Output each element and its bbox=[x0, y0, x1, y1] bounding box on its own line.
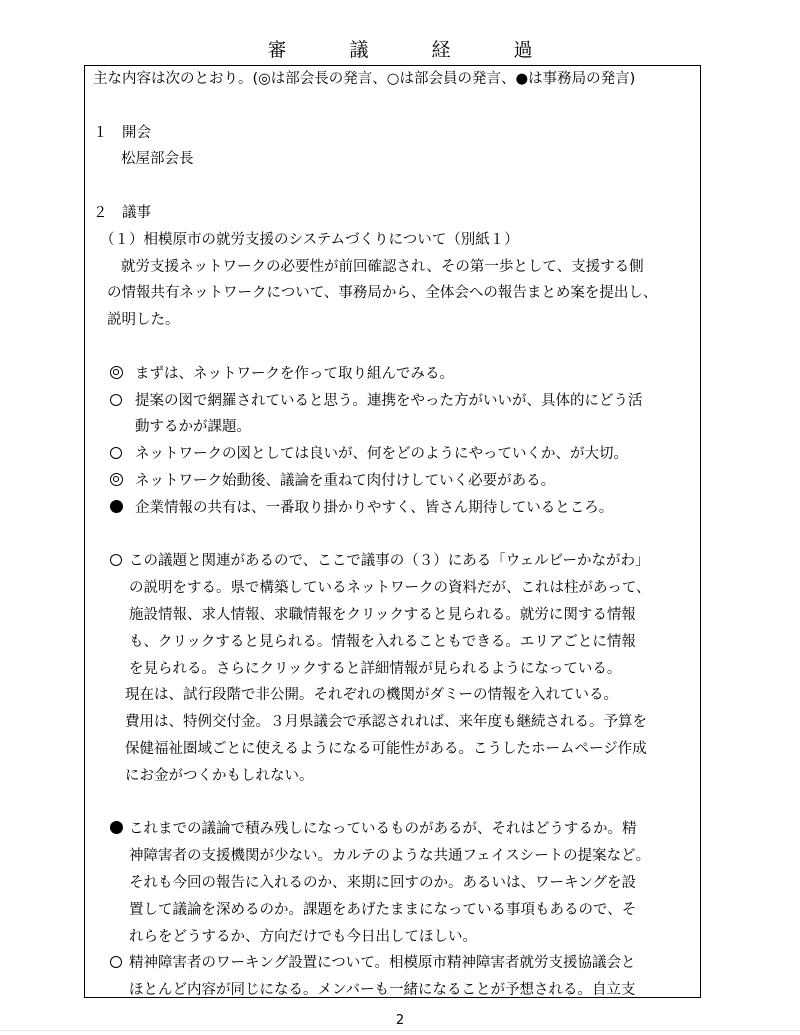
line-text: の情報共有ネットワークについて、事務局から、全体会への報告まとめ案を提出し、 bbox=[107, 285, 658, 302]
remark-line bbox=[93, 495, 693, 522]
blank-line bbox=[93, 790, 693, 817]
line-text: も、クリックすると見られる。情報を入れることもできる。エリアごとに情報 bbox=[129, 633, 636, 650]
line-text: 施設情報、求人情報、求職情報をクリックすると見られる。就労に関する情報 bbox=[129, 606, 636, 623]
chair-remark-icon bbox=[107, 468, 125, 495]
text-line bbox=[93, 682, 693, 709]
chair-remark-icon bbox=[107, 361, 125, 388]
text-line bbox=[93, 924, 693, 951]
text-line bbox=[93, 120, 693, 147]
line-text: この議題と関連があるので、ここで議事の（３）にある「ウェルビーかながわ」 bbox=[129, 553, 650, 570]
remark-line bbox=[93, 468, 693, 495]
text-line bbox=[93, 254, 693, 281]
secretariat-remark-icon bbox=[107, 816, 125, 843]
line-text: 精神障害者のワーキング設置について。相模原市精神障害者就労支援協議会と bbox=[129, 955, 636, 972]
text-line bbox=[93, 575, 693, 602]
line-text: 保健福祉圏域ごとに使えるようになる可能性がある。こうしたホームページ作成 bbox=[125, 740, 647, 757]
text-line bbox=[93, 763, 693, 790]
text-line bbox=[93, 307, 693, 334]
line-text: 企業情報の共有は、一番取り掛かりやすく、皆さん期待しているところ。 bbox=[135, 499, 614, 516]
blank-line bbox=[93, 522, 693, 549]
line-text: 神障害者の支援機関が少ない。カルテのような共通フェイスシートの提案など。 bbox=[129, 848, 651, 865]
text-line bbox=[93, 736, 693, 763]
line-text: まずは、ネットワークを作って取り組んでみる。 bbox=[135, 365, 454, 382]
text-line bbox=[93, 414, 693, 441]
line-text: 現在は、試行段階で非公開。それぞれの機関がダミーの情報を入れている。 bbox=[125, 687, 618, 704]
line-text: 動するかが課題。 bbox=[135, 419, 251, 436]
text-line bbox=[93, 897, 693, 924]
footer-divider bbox=[0, 1030, 800, 1031]
line-text: ほとんど内容が同じになる。メンバーも一緒になることが予想される。自立支 bbox=[129, 982, 636, 998]
remark-line bbox=[93, 548, 693, 575]
line-text: （１）相模原市の就労支援のシステムづくりについて（別紙１） bbox=[100, 231, 519, 248]
line-text: 説明した。 bbox=[107, 312, 180, 329]
minutes-body bbox=[93, 66, 693, 998]
line-text: 主な内容は次のとおり。(◎は部会長の発言、○は部会員の発言、●は事務局の発言) bbox=[93, 71, 636, 87]
remark-line bbox=[93, 950, 693, 977]
text-line bbox=[93, 977, 693, 998]
text-line bbox=[93, 280, 693, 307]
text-line bbox=[93, 200, 693, 227]
remark-line bbox=[93, 441, 693, 468]
text-line bbox=[93, 66, 693, 93]
text-line bbox=[93, 709, 693, 736]
text-line bbox=[93, 227, 693, 254]
line-text: 提案の図で網羅されていると思う。連携をやった方がいいが、具体的にどう活 bbox=[135, 392, 643, 409]
line-text: １ 開会 bbox=[93, 124, 151, 141]
text-line bbox=[93, 146, 693, 173]
line-text: の説明をする。県で構築しているネットワークの資料だが、これは柱があって、 bbox=[129, 580, 651, 597]
line-text: ネットワーク始動後、議論を重ねて肉付けしていく必要がある。 bbox=[135, 472, 556, 489]
line-text: れらをどうするか、方向だけでも今日出してほしい。 bbox=[129, 928, 477, 945]
blank-line bbox=[93, 334, 693, 361]
line-text: それも今回の報告に入れるのか、来期に回すのか。あるいは、ワーキングを設 bbox=[129, 874, 637, 891]
line-text: 置して議論を深めるのか。課題をあげたままになっている事項もあるので、そ bbox=[129, 901, 637, 918]
blank-line bbox=[93, 93, 693, 120]
member-remark-icon bbox=[107, 441, 125, 468]
line-text: 松屋部会長 bbox=[121, 151, 194, 168]
page-title: 審 議 経 過 bbox=[267, 39, 555, 61]
member-remark-icon bbox=[107, 950, 125, 977]
text-line bbox=[93, 870, 693, 897]
remark-line bbox=[93, 388, 693, 415]
line-text: これまでの議論で積み残しになっているものがあるが、それはどうするか。精 bbox=[129, 821, 637, 838]
line-text: 費用は、特例交付金。３月県議会で承認されれば、来年度も継続される。予算を bbox=[125, 714, 647, 731]
line-text: ２ 議事 bbox=[93, 204, 151, 221]
page-number: 2 bbox=[395, 1013, 405, 1028]
member-remark-icon bbox=[107, 548, 125, 575]
line-text: を見られる。さらにクリックすると詳細情報が見られるようになっている。 bbox=[129, 660, 622, 677]
text-line bbox=[93, 843, 693, 870]
text-line bbox=[93, 656, 693, 683]
line-text: ネットワークの図としては良いが、何をどのようにやっていくか、が大切。 bbox=[135, 446, 628, 463]
remark-line bbox=[93, 361, 693, 388]
content-frame bbox=[84, 65, 701, 998]
text-line bbox=[93, 602, 693, 629]
text-line bbox=[93, 629, 693, 656]
secretariat-remark-icon bbox=[107, 495, 125, 522]
member-remark-icon bbox=[107, 388, 125, 415]
blank-line bbox=[93, 173, 693, 200]
line-text: にお金がつくかもしれない。 bbox=[125, 767, 314, 784]
line-text: 就労支援ネットワークの必要性が前回確認され、その第一歩として、支援する側 bbox=[121, 258, 644, 275]
remark-line bbox=[93, 816, 693, 843]
